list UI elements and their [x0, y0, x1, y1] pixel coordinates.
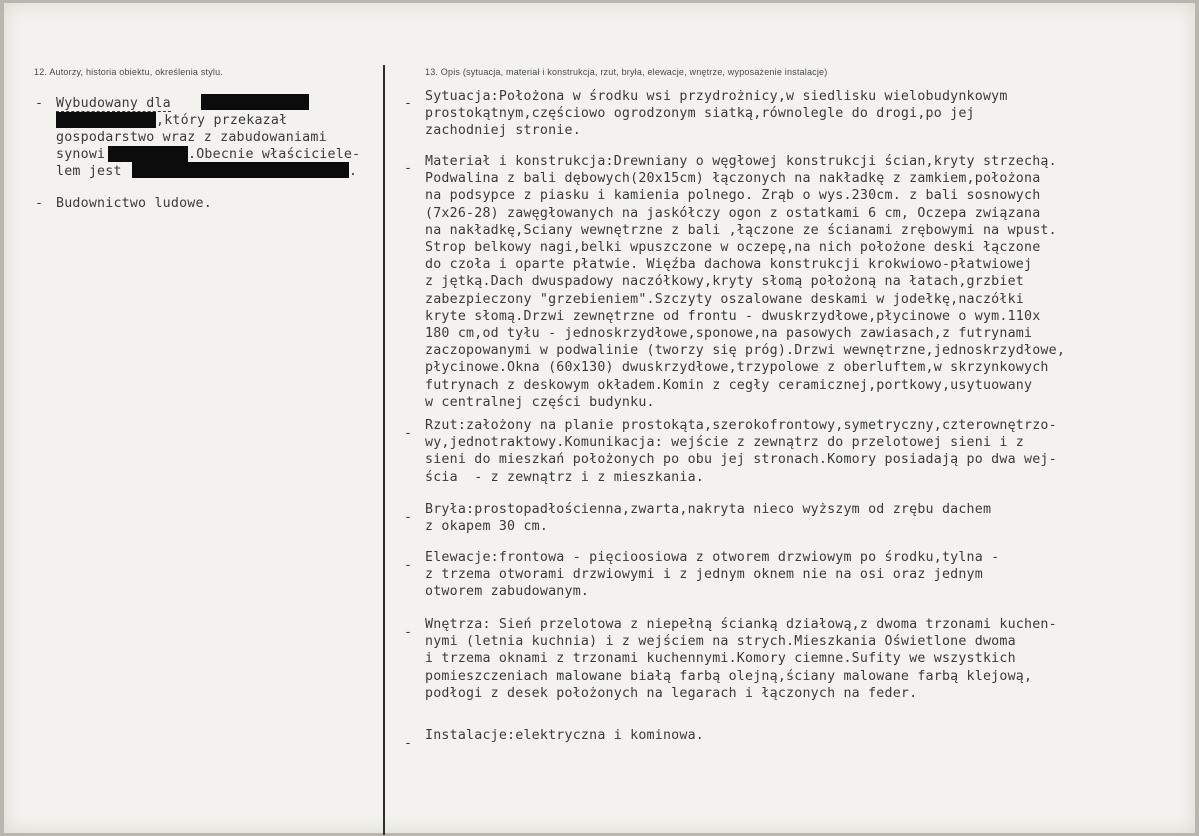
history-line-5: lem jest [56, 164, 122, 179]
bullet-dash: - [404, 625, 413, 640]
redaction-bar [201, 94, 309, 110]
wnetrza-paragraph: Wnętrza: Sień przelotowa z niepełną ścianką działową,z dwoma trzonami kuchen- nymi (letnia kuchnia) i z wejściem na strych.Mieszkania Oświetlone dwoma i trzema oknami z trzonami kuchennymi.Komory ciemne.Sufity we wszystkich pomieszczeniach malowane białą farbą olejną,ściany malowane farbą klejową, podłogi z desek położonych na legarach i łączonych na feder. [425, 617, 1057, 701]
redaction-bar [132, 162, 349, 178]
bullet-dash: - [404, 736, 413, 751]
history-line-2: ,który przekazał [156, 113, 288, 128]
history-line-4a: synowi [56, 147, 106, 162]
material-paragraph: Materiał i konstrukcja:Drewniany o węgłowej konstrukcji ścian,kryty strzechą. Podwalina z bali dębowych(20x15cm) łączonych na nakładkę z zamkiem,położona na podsypce z piasku i kamienia polnego. Zrąb o wys.230cm. z bali sosnowych (7x26-28) zawęgłowanych na jaskółczy ogon z ostatkami 6 cm, Oczepa związana na nakładkę,Sciany wewnętrzne z bali ,łączone ze ścianami zrębowymi na wpust. Strop belkowy nagi,belki wpuszczone w oczepę,na nich położone deski łączone do czoła i oparte płatwie. Więźba dachowa konstrukcji krokwiowo-płatwiowej z jętką.Dach dwuspadowy naczółkowy,kryty słomą położoną na łatach,grzbiet zabezpieczony "grzebieniem".Szczyty oszalowane deskami w jodełkę,naczółki kryte słomą.Drzwi zewnętrzne od frontu - dwuskrzydłowe,płycinowe o wym.110x 180 cm,od tyłu - jednoskrzydłowe,sponowe,na pasowych zawiasach,z futrynami zaczopowanymi w podwalinie (tworzy się próg).Drzwi wewnętrzne,jednoskrzydłowe, płycinowe.Okna (60x130) dwuskrzydłowe,trzypolowe z oberluftem,w skrzynkowych futrynach z deskowym okładem.Komin z cegły ceramicznej,portkowy,usytuowany w centralnej części budynku. [425, 154, 1066, 410]
history-line-4b: .Obecnie właściciele- [188, 147, 361, 162]
bullet-dash: - [35, 196, 44, 211]
style-entry: Budownictwo ludowe. [56, 196, 212, 211]
instalacje-paragraph: Instalacje:elektryczna i kominowa. [425, 728, 704, 743]
right-column-header: 13. Opis (sytuacja, materiał i konstrukcja, rzut, bryła, elewacje, wnętrze, wyposażenie instalacje) [425, 67, 828, 77]
bullet-dash: - [404, 510, 413, 525]
redaction-bar [108, 146, 188, 162]
bullet-dash: - [35, 96, 44, 111]
inventory-card [4, 3, 1195, 833]
redaction-bar [56, 112, 156, 128]
left-column-header: 12. Autorzy, historia obiektu, określenia stylu. [34, 67, 224, 77]
elewacje-paragraph: Elewacje:frontowa - pięcioosiowa z otworem drzwiowym po środku,tylna - z trzema otworami drzwiowymi i z jednym oknem nie na osi oraz jednym otworem zabudowanym. [425, 550, 1000, 600]
bullet-dash: - [404, 161, 413, 176]
history-line-3: gospodarstwo wraz z zabudowaniami [56, 130, 327, 145]
history-line-1: Wybudowany dla [56, 96, 171, 111]
rzut-paragraph: Rzut:założony na planie prostokąta,szerokofrontowy,symetryczny,czterownętrzo- wy,jednotraktowy.Komunikacja: wejście z zewnątrz do przelotowej sieni i z sieni do mieszkań położonych po obu jej stronach.Komory posiadają po dwa wej- ścia - z zewnątrz i z mieszkania. [425, 418, 1057, 485]
sytuacja-paragraph: Sytuacja:Położona w środku wsi przydrożnicy,w siedlisku wielobudynkowym prostokątnym,częściowo ogrodzonym siatką,równolegle do drogi,po jej zachodniej stronie. [425, 89, 1008, 139]
column-divider [383, 65, 385, 835]
bullet-dash: - [404, 96, 413, 111]
bullet-dash: - [404, 426, 413, 441]
bullet-dash: - [404, 558, 413, 573]
period-mark: . [349, 164, 358, 179]
bryla-paragraph: Bryła:prostopadłościenna,zwarta,nakryta nieco wyższym od zrębu dachem z okapem 30 cm. [425, 502, 992, 535]
